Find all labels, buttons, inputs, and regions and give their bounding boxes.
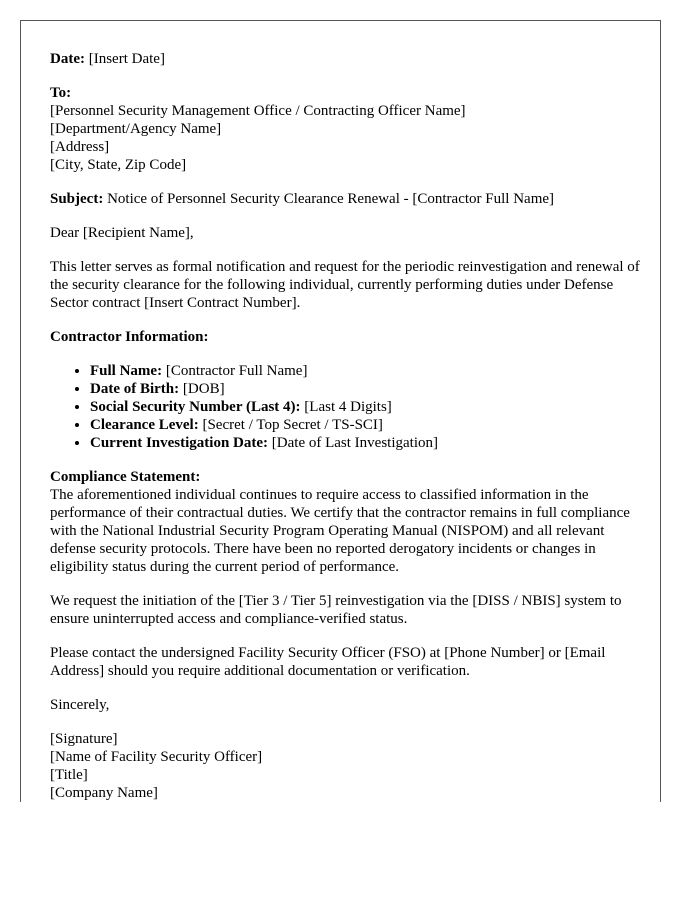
date-line — [50, 50, 642, 68]
signature-block — [50, 730, 642, 802]
closing: Sincerely, — [50, 697, 110, 713]
item-value: [Last 4 Digits] — [300, 399, 392, 415]
recipient-line: [Address] — [50, 139, 110, 155]
signature-line: [Name of Facility Security Officer] — [50, 749, 263, 765]
item-value: [Secret / Top Secret / TS-SCI] — [198, 417, 383, 433]
list-item — [90, 398, 642, 416]
letter-page — [20, 20, 661, 802]
date-label: Date: — [50, 51, 85, 67]
list-item — [90, 434, 642, 452]
recipient-line: [Personnel Security Management Office / Contracting Officer Name] — [50, 103, 466, 119]
salutation: Dear [Recipient Name], — [50, 225, 194, 241]
request-paragraph: We request the initiation of the [Tier 3 / Tier 5] reinvestigation via the [DISS / NBIS] system to ensure uninterrupted access and compliance-verified status. — [50, 593, 622, 627]
item-value: [Contractor Full Name] — [162, 363, 308, 379]
intro-paragraph: This letter serves as formal notification and request for the periodic reinvestigation and renewal of the security clearance for the following individual, currently performing duties under Defense Sector contract [Insert Contract Number]. — [50, 259, 640, 311]
item-label: Social Security Number (Last 4): — [90, 399, 301, 415]
compliance-heading: Compliance Statement: — [50, 469, 201, 485]
contractor-info-heading — [50, 328, 642, 346]
recipient-line: [City, State, Zip Code] — [50, 157, 187, 173]
date-value: [Insert Date] — [84, 51, 165, 67]
contact-paragraph: Please contact the undersigned Facility Security Officer (FSO) at [Phone Number] or [Email Address] should you require additional documentation or verification. — [50, 645, 606, 679]
signature-line: [Signature] — [50, 731, 118, 747]
signature-line: [Title] — [50, 767, 88, 783]
compliance-block — [50, 468, 642, 576]
contractor-info-heading-text: Contractor Information: — [50, 329, 209, 345]
item-label: Full Name: — [90, 363, 163, 379]
recipient-block — [50, 84, 642, 174]
list-item — [90, 380, 642, 398]
item-value: [DOB] — [179, 381, 225, 397]
recipient-label: To: — [50, 85, 72, 101]
subject-label: Subject: — [50, 191, 104, 207]
recipient-line: [Department/Agency Name] — [50, 121, 222, 137]
compliance-text: The aforementioned individual continues to require access to classified information in the performance of their contractual duties. We certify that the contractor remains in full compliance with the National Industrial Security Program Operating Manual (NISPOM) and all relevant defense security protocols. There have been no reported derogatory incidents or changes in eligibility status during the current period of performance. — [50, 487, 630, 575]
subject-line — [50, 190, 642, 208]
contractor-info-list — [50, 362, 642, 452]
signature-line: [Company Name] — [50, 785, 158, 801]
item-label: Current Investigation Date: — [90, 435, 269, 451]
item-label: Date of Birth: — [90, 381, 180, 397]
subject-value: Notice of Personnel Security Clearance Renewal - [Contractor Full Name] — [103, 191, 555, 207]
list-item — [90, 416, 642, 434]
item-value: [Date of Last Investigation] — [268, 435, 438, 451]
list-item — [90, 362, 642, 380]
item-label: Clearance Level: — [90, 417, 199, 433]
